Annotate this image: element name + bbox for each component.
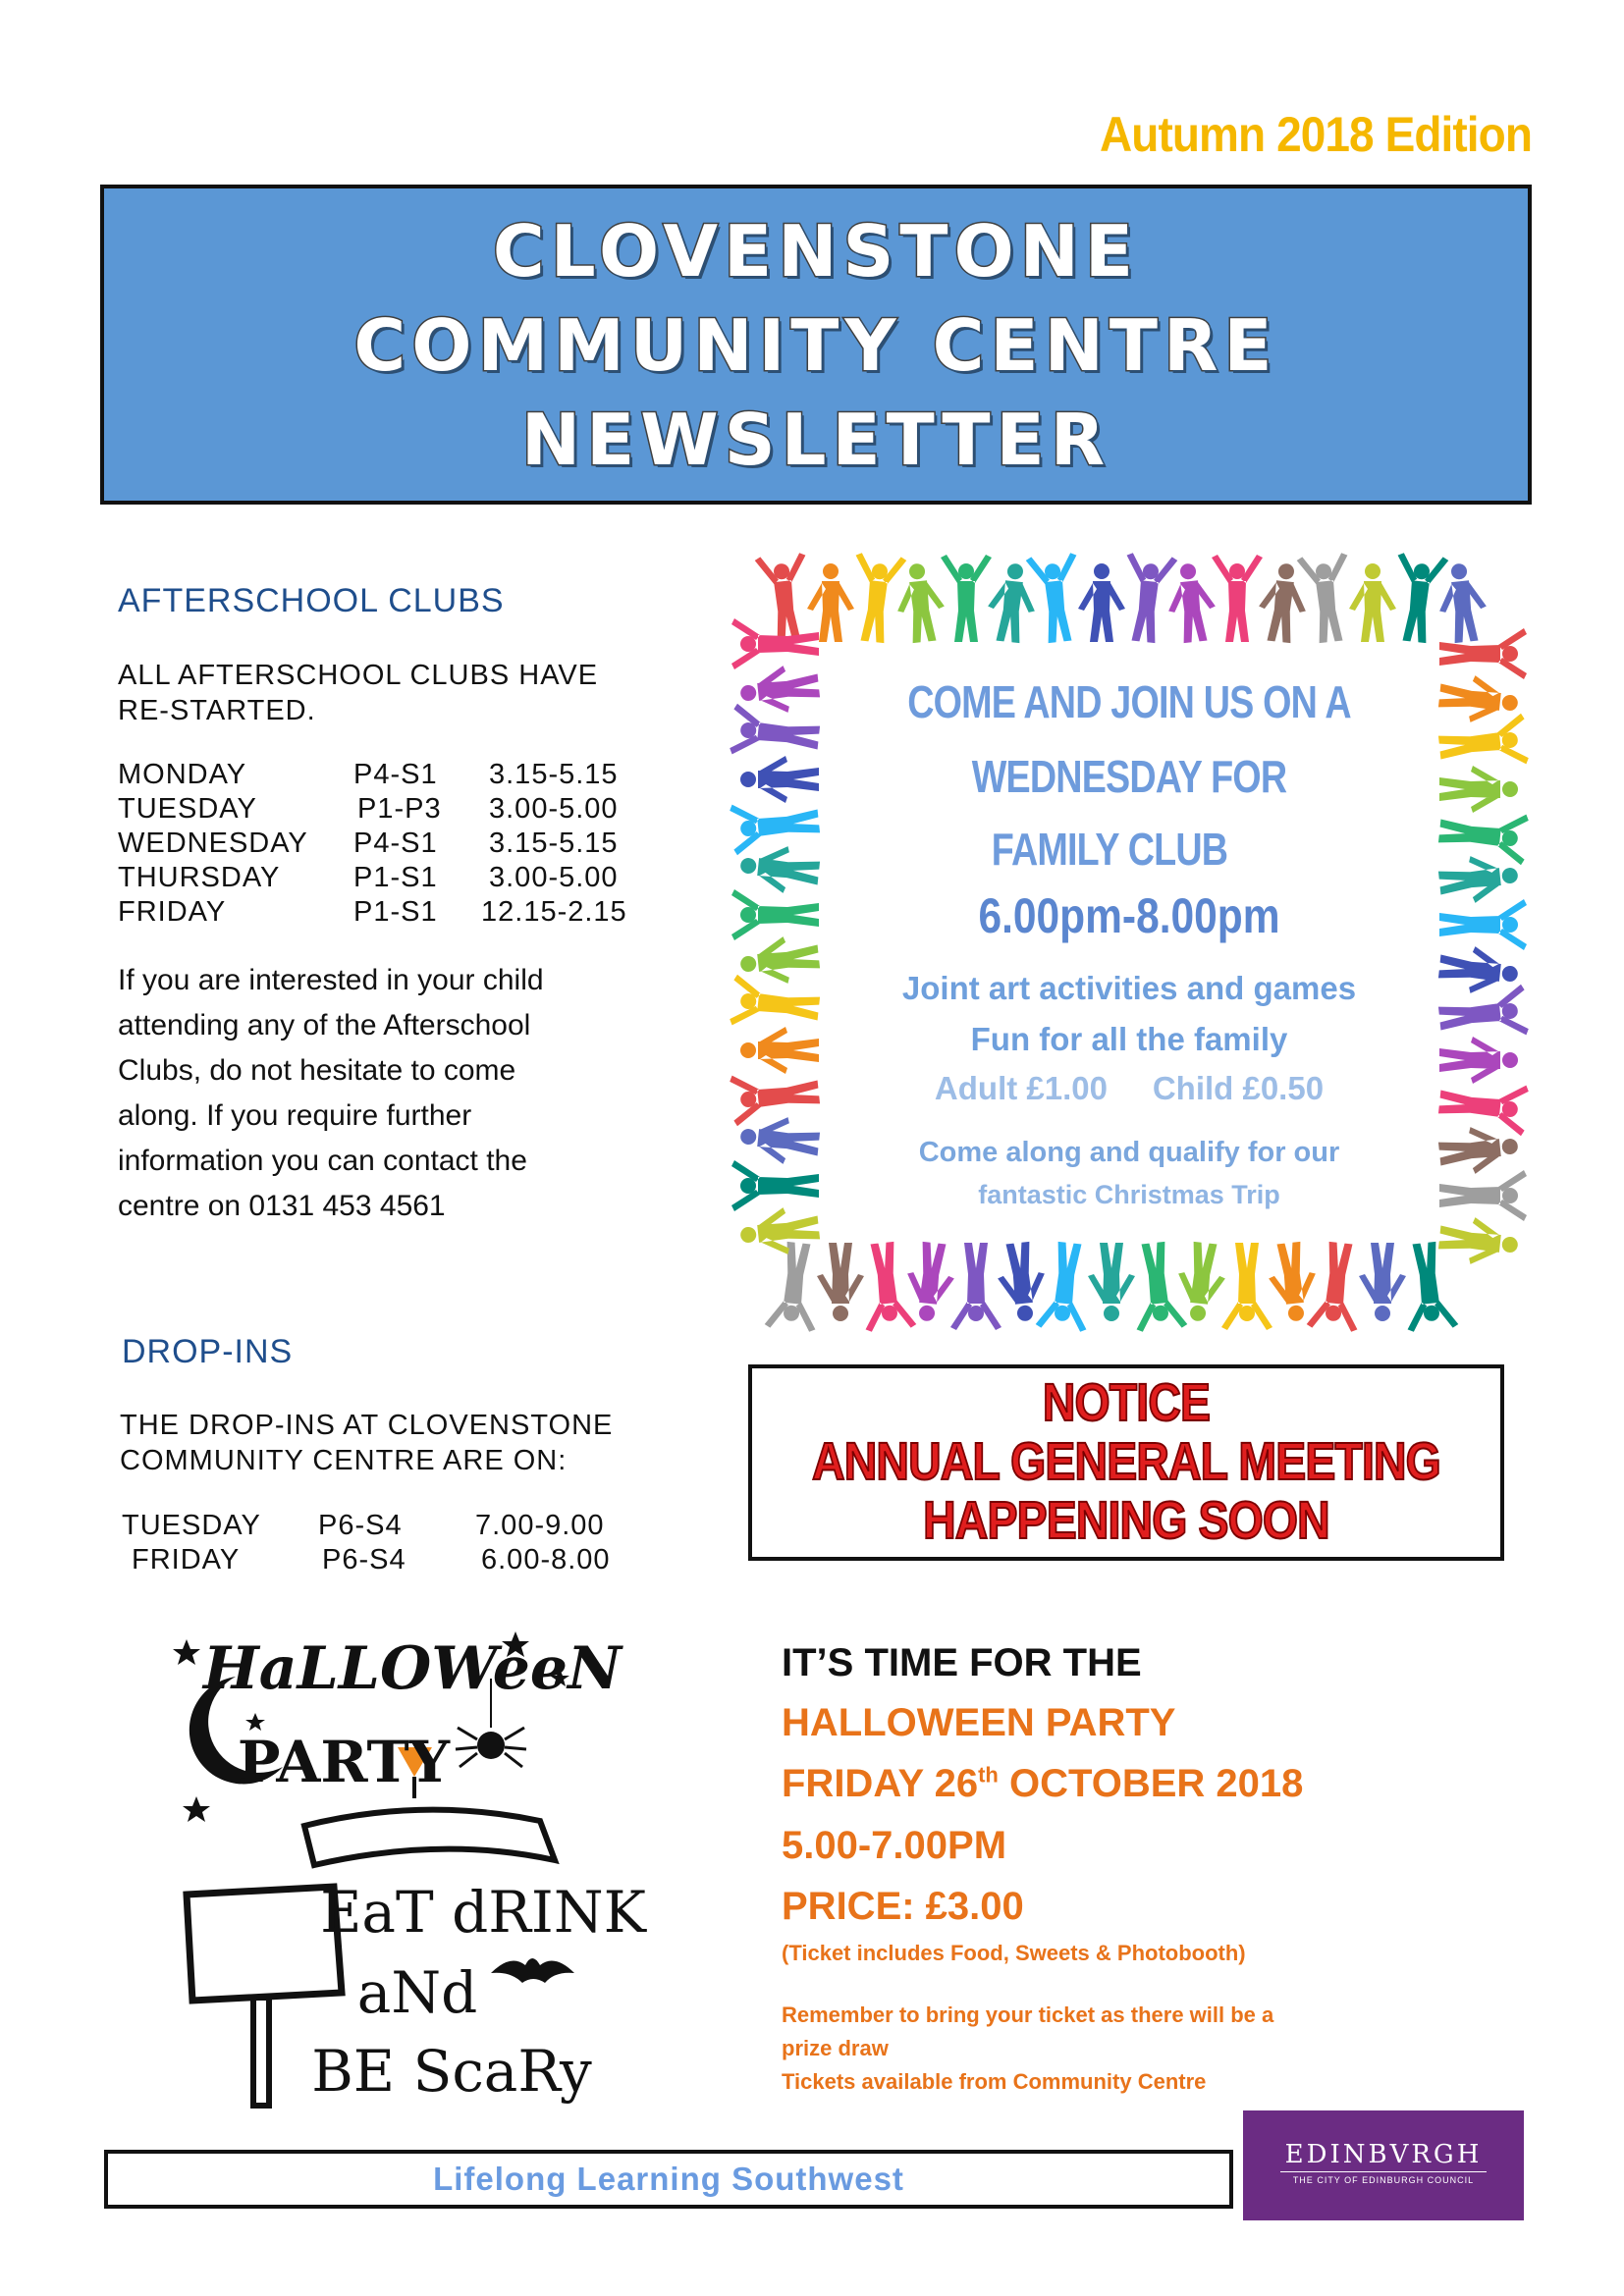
dropins-schedule	[122, 1509, 611, 1577]
council-rule	[1280, 2171, 1487, 2172]
halloween-reminder-1: Remember to bring your ticket as there will be a	[782, 2002, 1274, 2027]
schedule-group: P6-S4	[322, 1544, 406, 1575]
child-price: Child £0.50	[1152, 1070, 1325, 1106]
person-figure	[985, 561, 1040, 645]
person-figure	[1435, 561, 1489, 645]
halloween-tickets: Tickets available from Community Centre	[782, 2069, 1207, 2094]
schedule-group: P4-S1	[353, 759, 438, 790]
art-word-party: PARTY	[237, 1729, 451, 1795]
newsletter-title-banner	[100, 185, 1532, 505]
info-line: along. If you require further	[118, 1099, 472, 1132]
person-figure	[754, 553, 814, 645]
person-figure	[1256, 561, 1311, 645]
edition-label: Autumn 2018 Edition	[1099, 107, 1532, 162]
family-club-activities: Joint art activities and games	[901, 970, 1357, 1006]
person-figure	[1399, 1240, 1459, 1332]
family-club-poster	[727, 550, 1532, 1335]
dropins-intro	[120, 1408, 613, 1478]
art-word-halloween: HaLLOWeeN	[203, 1634, 622, 1703]
halloween-date	[782, 1762, 1303, 1806]
person-figure	[950, 1243, 1001, 1330]
person-figure	[731, 618, 819, 669]
schedule-time: 3.15-5.15	[489, 759, 619, 790]
person-figure	[893, 561, 947, 645]
table-row	[122, 1543, 611, 1577]
title-line-3: NEWSLETTER	[520, 399, 1111, 481]
person-figure	[1436, 806, 1529, 866]
halloween-time: 5.00-7.00PM	[782, 1824, 1007, 1867]
schedule-time: 3.15-5.15	[489, 828, 619, 859]
adult-price: Adult £1.00	[934, 1070, 1108, 1106]
table-row	[118, 792, 627, 827]
table-row	[118, 895, 627, 930]
table-row	[118, 827, 627, 861]
bat-icon	[491, 1958, 574, 1983]
halloween-reminder-2: prize draw	[782, 2036, 889, 2060]
notice-title: NOTICE	[1042, 1373, 1211, 1432]
ribbon-banner	[304, 1810, 555, 1865]
table-row	[118, 758, 627, 792]
person-figure	[1437, 1214, 1521, 1269]
afterschool-info	[118, 958, 544, 1229]
schedule-time: 12.15-2.15	[481, 896, 627, 928]
dropins-heading: DROP-INS	[122, 1333, 294, 1370]
info-line: centre on 0131 453 4561	[118, 1190, 446, 1222]
person-figure	[857, 1240, 917, 1332]
person-figure	[1359, 1243, 1406, 1321]
schedule-group: P1-S1	[353, 862, 438, 893]
person-figure	[995, 1241, 1050, 1324]
person-figure	[902, 1241, 957, 1324]
family-club-line-1: COME AND JOIN US ON A	[907, 676, 1351, 727]
schedule-day: TUESDAY	[122, 1510, 261, 1541]
schedule-time: 3.00-5.00	[489, 793, 619, 825]
info-line: attending any of the Afterschool	[118, 1009, 531, 1041]
person-figure	[1118, 553, 1178, 645]
notice-line-3: HAPPENING SOON	[923, 1491, 1329, 1550]
person-figure	[1078, 563, 1125, 642]
person-figure	[817, 1243, 864, 1321]
person-figure	[1306, 1240, 1366, 1332]
person-figure	[1439, 628, 1527, 679]
sign-post	[253, 1998, 269, 2106]
council-subtitle: THE CITY OF EDINBURGH COUNCIL	[1292, 2175, 1475, 2185]
person-figure	[1212, 555, 1263, 642]
afterschool-intro-line-1: ALL AFTERSCHOOL CLUBS HAVE	[118, 660, 599, 691]
schedule-group: P6-S4	[318, 1510, 403, 1541]
family-club-qualify-2: fantastic Christmas Trip	[978, 1180, 1280, 1209]
afterschool-heading: AFTERSCHOOL CLUBS	[118, 582, 505, 619]
star-icon	[183, 1796, 210, 1822]
schedule-day: THURSDAY	[118, 862, 281, 893]
person-figure	[1173, 1241, 1228, 1324]
afterschool-intro	[118, 658, 598, 728]
date-suffix-th: th	[978, 1762, 999, 1788]
person-figure	[1164, 561, 1218, 645]
agm-notice	[748, 1364, 1504, 1561]
person-figure	[1088, 1243, 1135, 1321]
schedule-day: FRIDAY	[132, 1544, 241, 1575]
afterschool-intro-line-2: RE-STARTED.	[118, 695, 316, 726]
council-name: EDINBVRGH	[1284, 2140, 1483, 2169]
sign-board	[187, 1887, 342, 2001]
halloween-price: PRICE: £3.00	[782, 1885, 1024, 1928]
title-line-1: CLOVENSTONE	[492, 210, 1140, 293]
dropins-intro-line-1: THE DROP-INS AT CLOVENSTONE	[120, 1410, 614, 1441]
halloween-includes: (Ticket includes Food, Sweets & Photobooth)	[782, 1941, 1246, 1965]
info-line: If you are interested in your child	[118, 964, 544, 996]
person-figure	[941, 555, 992, 642]
family-club-qualify-1: Come along and qualify for our	[918, 1137, 1340, 1168]
family-club-fun: Fun for all the family	[970, 1021, 1288, 1057]
family-club-prices	[727, 1070, 1532, 1107]
family-club-line-2: WEDNESDAY FOR	[971, 751, 1287, 802]
person-figure	[1296, 553, 1356, 645]
family-club-line-3: FAMILY CLUB	[991, 824, 1228, 875]
person-figure	[1128, 1240, 1188, 1332]
schedule-day: TUESDAY	[118, 793, 257, 825]
afterschool-schedule	[118, 758, 627, 930]
star-icon	[173, 1639, 200, 1665]
schedule-group: P1-S1	[353, 896, 438, 928]
schedule-time: 7.00-9.00	[475, 1510, 605, 1541]
notice-line-2: ANNUAL GENERAL MEETING	[812, 1432, 1440, 1491]
schedule-group: P4-S1	[353, 828, 438, 859]
person-figure	[807, 563, 854, 642]
table-row	[118, 861, 627, 895]
dropins-intro-line-2: COMMUNITY CENTRE ARE ON:	[120, 1445, 568, 1476]
person-figure	[1025, 553, 1085, 645]
info-line: Clubs, do not hesitate to come	[118, 1054, 516, 1087]
halloween-title: HALLOWEEN PARTY	[782, 1701, 1176, 1744]
date-month-year: OCTOBER 2018	[998, 1762, 1304, 1805]
art-word-eat-drink: EaT dRINK	[320, 1879, 646, 1946]
schedule-day: FRIDAY	[118, 896, 227, 928]
footer-lifelong-learning: Lifelong Learning Southwest	[104, 2150, 1233, 2209]
person-figure	[1221, 1243, 1272, 1330]
edinburgh-council-logo	[1243, 2110, 1524, 2220]
schedule-group: P1-P3	[357, 793, 442, 825]
info-line: information you can contact the	[118, 1145, 527, 1177]
date-prefix: FRIDAY 26	[782, 1762, 979, 1805]
family-club-time: 6.00pm-8.00pm	[978, 888, 1280, 943]
schedule-day: MONDAY	[118, 759, 247, 790]
schedule-time: 3.00-5.00	[489, 862, 619, 893]
person-figure	[1389, 553, 1449, 645]
person-figure	[1266, 1241, 1321, 1324]
person-figure	[847, 553, 907, 645]
table-row	[122, 1509, 611, 1543]
person-figure	[764, 1240, 824, 1332]
art-word-and: aNd	[356, 1959, 478, 2026]
person-figure	[1035, 1240, 1095, 1332]
title-line-2: COMMUNITY CENTRE	[353, 304, 1278, 387]
halloween-party-art	[167, 1620, 658, 2130]
art-word-be-scary: BE ScaRy	[311, 2038, 592, 2105]
schedule-time: 6.00-8.00	[481, 1544, 611, 1575]
person-figure	[1349, 563, 1396, 642]
halloween-intro: IT’S TIME FOR THE	[782, 1641, 1142, 1684]
schedule-day: WEDNESDAY	[118, 828, 308, 859]
